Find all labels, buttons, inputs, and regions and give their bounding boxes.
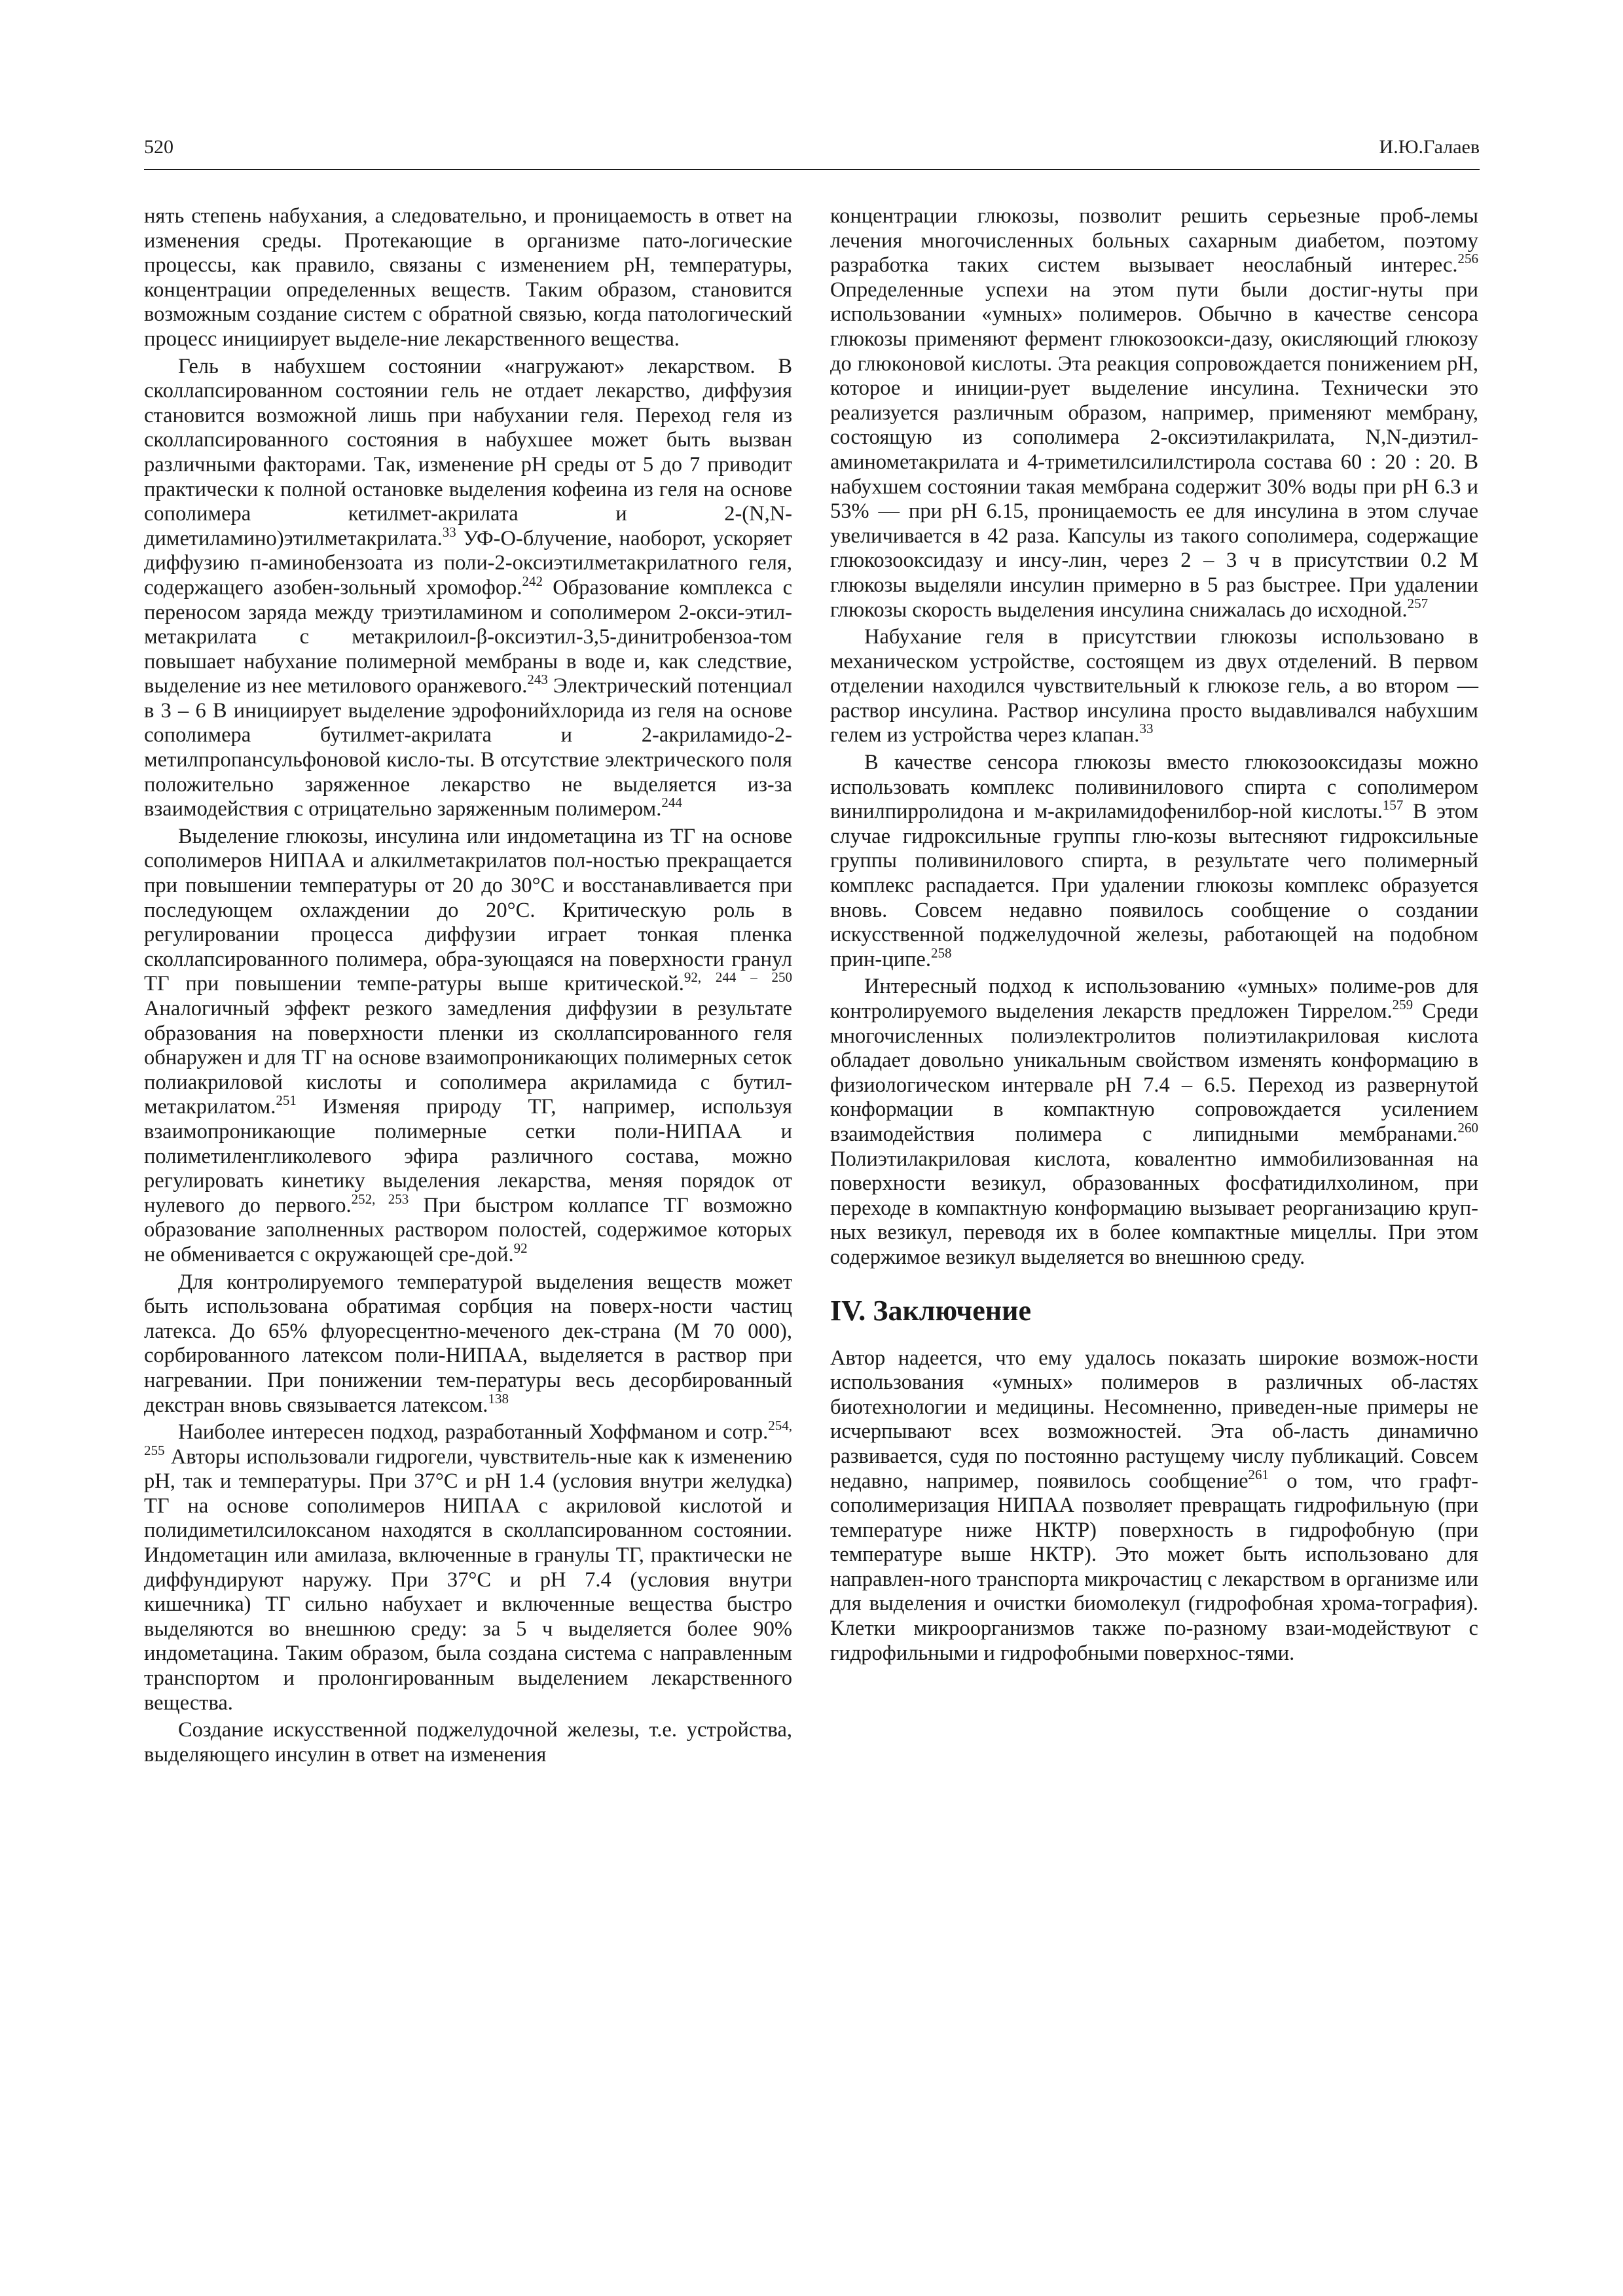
citation: 33 xyxy=(442,524,456,540)
paragraph: Выделение глюкозы, инсулина или индометацина из ТГ на основе сополимеров НИПАА и алкилметакрилатов пол-ностью прекращается при повышении температуры от 20 до 30°C и восстанавливается при последующем охлаждении до 20°C. Критическую роль в регулировании процесса диффузии играет тонкая пленка сколлапсированного полимера, обра-зующаяся на поверхности гранул ТГ при повышении темпе-ратуры выше критической.$^{92, 244 - 250}$ Аналогичный эффект резкого замедления диффузии в результате образования на поверхности пленки из сколлапсированного геля обнаружен и для ТГ на основе взаимопроникающих полимерных сеток полиакриловой кислоты и сополимера акриламида с бутил-метакрилатом.$^{251}$ Изменяя природу ТГ, например, используя взаимопроникающие полимерные сетки поли-НИПАА и полиметиленгликолевого эфира различного состава, можно регулировать кинетику выделения лекарства, меняя порядок от нулевого до первого.$^{252, 253}$ При быстром коллапсе ТГ возможно образование заполненных раствором полостей, содержимое которых не обменивается с окружающей сре-дой.$^{92}$ xyxy=(144,824,793,1266)
citation: 157 xyxy=(1382,797,1404,814)
citation: 258 xyxy=(930,944,952,961)
running-author: И.Ю.Галаев xyxy=(1379,136,1480,158)
citation: 92, 244 – 250 xyxy=(684,969,793,986)
page-number: 520 xyxy=(144,136,173,158)
citation: 244 xyxy=(661,795,682,811)
paragraph: Набухание геля в присутствии глюкозы использовано в механическом устройстве, состоящем из двух отделений. В первом отделении находился чувствительный к глюкозе гель, а во втором — раствор инсулина. Раствор инсулина просто выдавливался набухшим гелем из устройства через клапан.$^{33}$ xyxy=(830,625,1478,747)
citation: 138 xyxy=(488,1390,509,1407)
paragraph: Автор надеется, что ему удалось показать широкие возмож-ности использования «умных» полимеров в различных об-ластях биотехнологии и медицины. Несомненно, приведен-ные примеры не исчерпывают всех возможностей. Эта об-ласть динамично развивается, судя по постоянно растущему числу публикаций. Совсем недавно, например, появилось сообщение$^{261}$ о том, что графт-сополимеризация НИПАА позволяет превращать гидрофильную (при температуре ниже НКТР) поверхность в гидрофобную (при температуре выше НКТР). Это может быть использовано для направлен-ного транспорта микрочастиц с лекарством в организме или для выделения и очистки биомолекул (гидрофобная хрома-тография). Клетки микроорганизмов также по-разному взаи-модействуют с гидрофильными и гидрофобными поверхнос-тями. xyxy=(830,1346,1478,1665)
citation: 243 xyxy=(527,672,548,688)
citation: 256 xyxy=(1457,251,1478,267)
citation: 260 xyxy=(1457,1119,1478,1136)
citation: 33 xyxy=(1139,721,1154,737)
citation: 242 xyxy=(522,573,543,589)
header-rule xyxy=(144,169,1480,170)
paragraph: Наиболее интересен подход, разработанный Хоффманом и сотр.$^{254, 255}$ Авторы использовали гидрогели, чувствитель-ные как к изменению pH, так и температуры. При 37°C и pH 1.4 (условия внутри желудка) ТГ на основе сополимеров НИПАА с акриловой кислотой и полидиметилсилоксаном находятся в сколлапсированном состоянии. Индометацин или амилаза, включенные в гранулы ТГ, практически не диффундируют наружу. При 37°C и pH 7.4 (условия внутри кишечника) ТГ сильно набухает и включенные вещества быстро выделяются во внешнюю среду: за 5 ч выделяется более 90% индометацина. Таким образом, была создана система с направленным транспортом и пролонгированным выделением лекарственного вещества. xyxy=(144,1418,792,1715)
citation: 252, 253 xyxy=(351,1191,409,1207)
citation: 92 xyxy=(513,1240,528,1256)
paragraph: Интересный подход к использованию «умных» полиме-ров для контролируемого выделения лекарств предложен Тиррелом.$^{259}$ Среди многочисленных полиэлектролитов полиэтилакриловая кислота обладает довольно уникальным свойством изменять конформацию в физиологическом интервале pH 7.4 – 6.5. Переход из развернутой конформации в компактную сопровождается усилением взаимодействия полимера с липидными мембранами.$^{260}$ Полиэтилакриловая кислота, ковалентно иммобилизованная на поверхности везикул, образованных фосфатидилхолином, при переходе в компактную конформацию вызывает реорганизацию круп-ных везикул, переводя их в более компактные мицеллы. При этом содержимое везикул выделяется во внешнюю среду. xyxy=(830,975,1478,1269)
citation: 251 xyxy=(276,1092,297,1109)
running-header xyxy=(144,136,1480,169)
citation: 257 xyxy=(1407,595,1429,611)
paragraph: Гель в набухшем состоянии «нагружают» лекарством. В сколлапсированном состоянии гель не отдает лекарство, диффузия становится возможной лишь при набухании геля. Переход геля из сколлапсированного состояния в набухшее может быть вызван различными факторами. Так, изменение pH среды от 5 до 7 приводит практически к полной остановке выделения кофеина из геля на основе сополимера кетилмет-акрилата и 2-(N,N-диметиламино)этилметакрилата.$^{33}$ УФ-О-блучение, наоборот, ускоряет диффузию п-аминобензоата из поли-2-оксиэтилметакрилатного геля, содержащего азобен-зольный хромофор.$^{242}$ Образование комплекса с переносом заряда между триэтиламином и сополимером 2-окси-этил-метакрилата с метакрилоил-β-оксиэтил-3,5-динитробензоа-том повышает набухание полимерной мембраны в воде и, как следствие, выделение из нее метилового оранжевого.$^{243}$ Электрический потенциал в 3 – 6 В инициирует выделение эдрофонийхлорида из геля на основе сополимера бутилмет-акрилата и 2-акриламидо-2-метилпропансульфоновой кисло-ты. В отсутствие электрического поля положительно заряженное лекарство не выделяется из-за взаимодействия с отрицательно заряженным полимером.$^{244}$ xyxy=(144,354,792,821)
paragraph: Создание искусственной поджелудочной железы, т.е. устройства, выделяющего инсулин в ответ на изменения xyxy=(144,1718,792,1767)
citation: 261 xyxy=(1248,1466,1269,1482)
citation: 259 xyxy=(1392,997,1413,1013)
paragraph: В качестве сенсора глюкозы вместо глюкозооксидазы можно использовать комплекс поливинилового спирта с сополимером винилпирролидона и м-акриламидофенилбор-ной кислоты.$^{157}$ В этом случае гидроксильные группы глю-козы вытесняют гидроксильные группы поливинилового спирта, в результате чего полимерный комплекс распадается. При удалении глюкозы комплекс образуется вновь. Совсем недавно появилось сообщение о создании искусственной поджелудочной железы, работающей на подобном прин-ципе.$^{258}$ xyxy=(830,751,1479,971)
paragraph: Для контролируемого температурой выделения веществ может быть использована обратимая сорбция на поверх-ности частиц латекса. До 65% флуоресцентно-меченого дек-страна (M 70 000), сорбированного латексом поли-НИПАА, выделяется в раствор при нагревании. При понижении тем-пературы весь десорбированный декстран вновь связывается латексом.$^{138}$ xyxy=(144,1270,792,1417)
right-column xyxy=(830,204,1478,1668)
paragraph: концентрации глюкозы, позволит решить серьезные проб-лемы лечения многочисленных больных сахарным диабетом, поэтому разработка таких систем вызывает неослабный интерес.$^{256}$ Определенные успехи на этом пути были достиг-нуты при использовании «умных» полимеров. Обычно в качестве сенсора глюкозы применяют фермент глюкозоокси-дазу, окисляющий глюкозу до глюконовой кислоты. Эта реакция сопровождается понижением pH, которое и иниции-рует выделение инсулина. Технически это реализуется различным образом, например, применяют мембрану, состоящую из сополимера 2-оксиэтилакрилата, N,N-диэтил-аминометакрилата и 4-триметилсилилстирола состава 60 : 20 : 20. В набухшем состоянии такая мембрана содержит 30% воды при pH 6.3 и 53% — при pH 6.15, проницаемость ее для инсулина в этом случае увеличивается в 42 раза. Капсулы из такого сополимера, содержащие глюкозооксидазу и инсу-лин, через 2 – 3 ч в присутствии 0.2 M глюкозы выделяли инсулин примерно в 5 раз быстрее. При удалении глюкозы скорость выделения инсулина снижалась до исходной.$^{257}$ xyxy=(830,204,1478,622)
left-column xyxy=(144,204,792,1770)
paragraph: нять степень набухания, а следовательно, и проницаемость в ответ на изменения среды. Протекающие в организме пато-логические процессы, как правило, связаны с изменением pH, температуры, концентрации определенных веществ. Таким образом, становится возможным создание систем с обратной связью, когда патологический процесс инициирует выделе-ние лекарственного вещества. xyxy=(144,204,792,351)
section-heading: IV. Заключение xyxy=(830,1294,1032,1327)
citation: 254, 255 xyxy=(144,1418,792,1458)
